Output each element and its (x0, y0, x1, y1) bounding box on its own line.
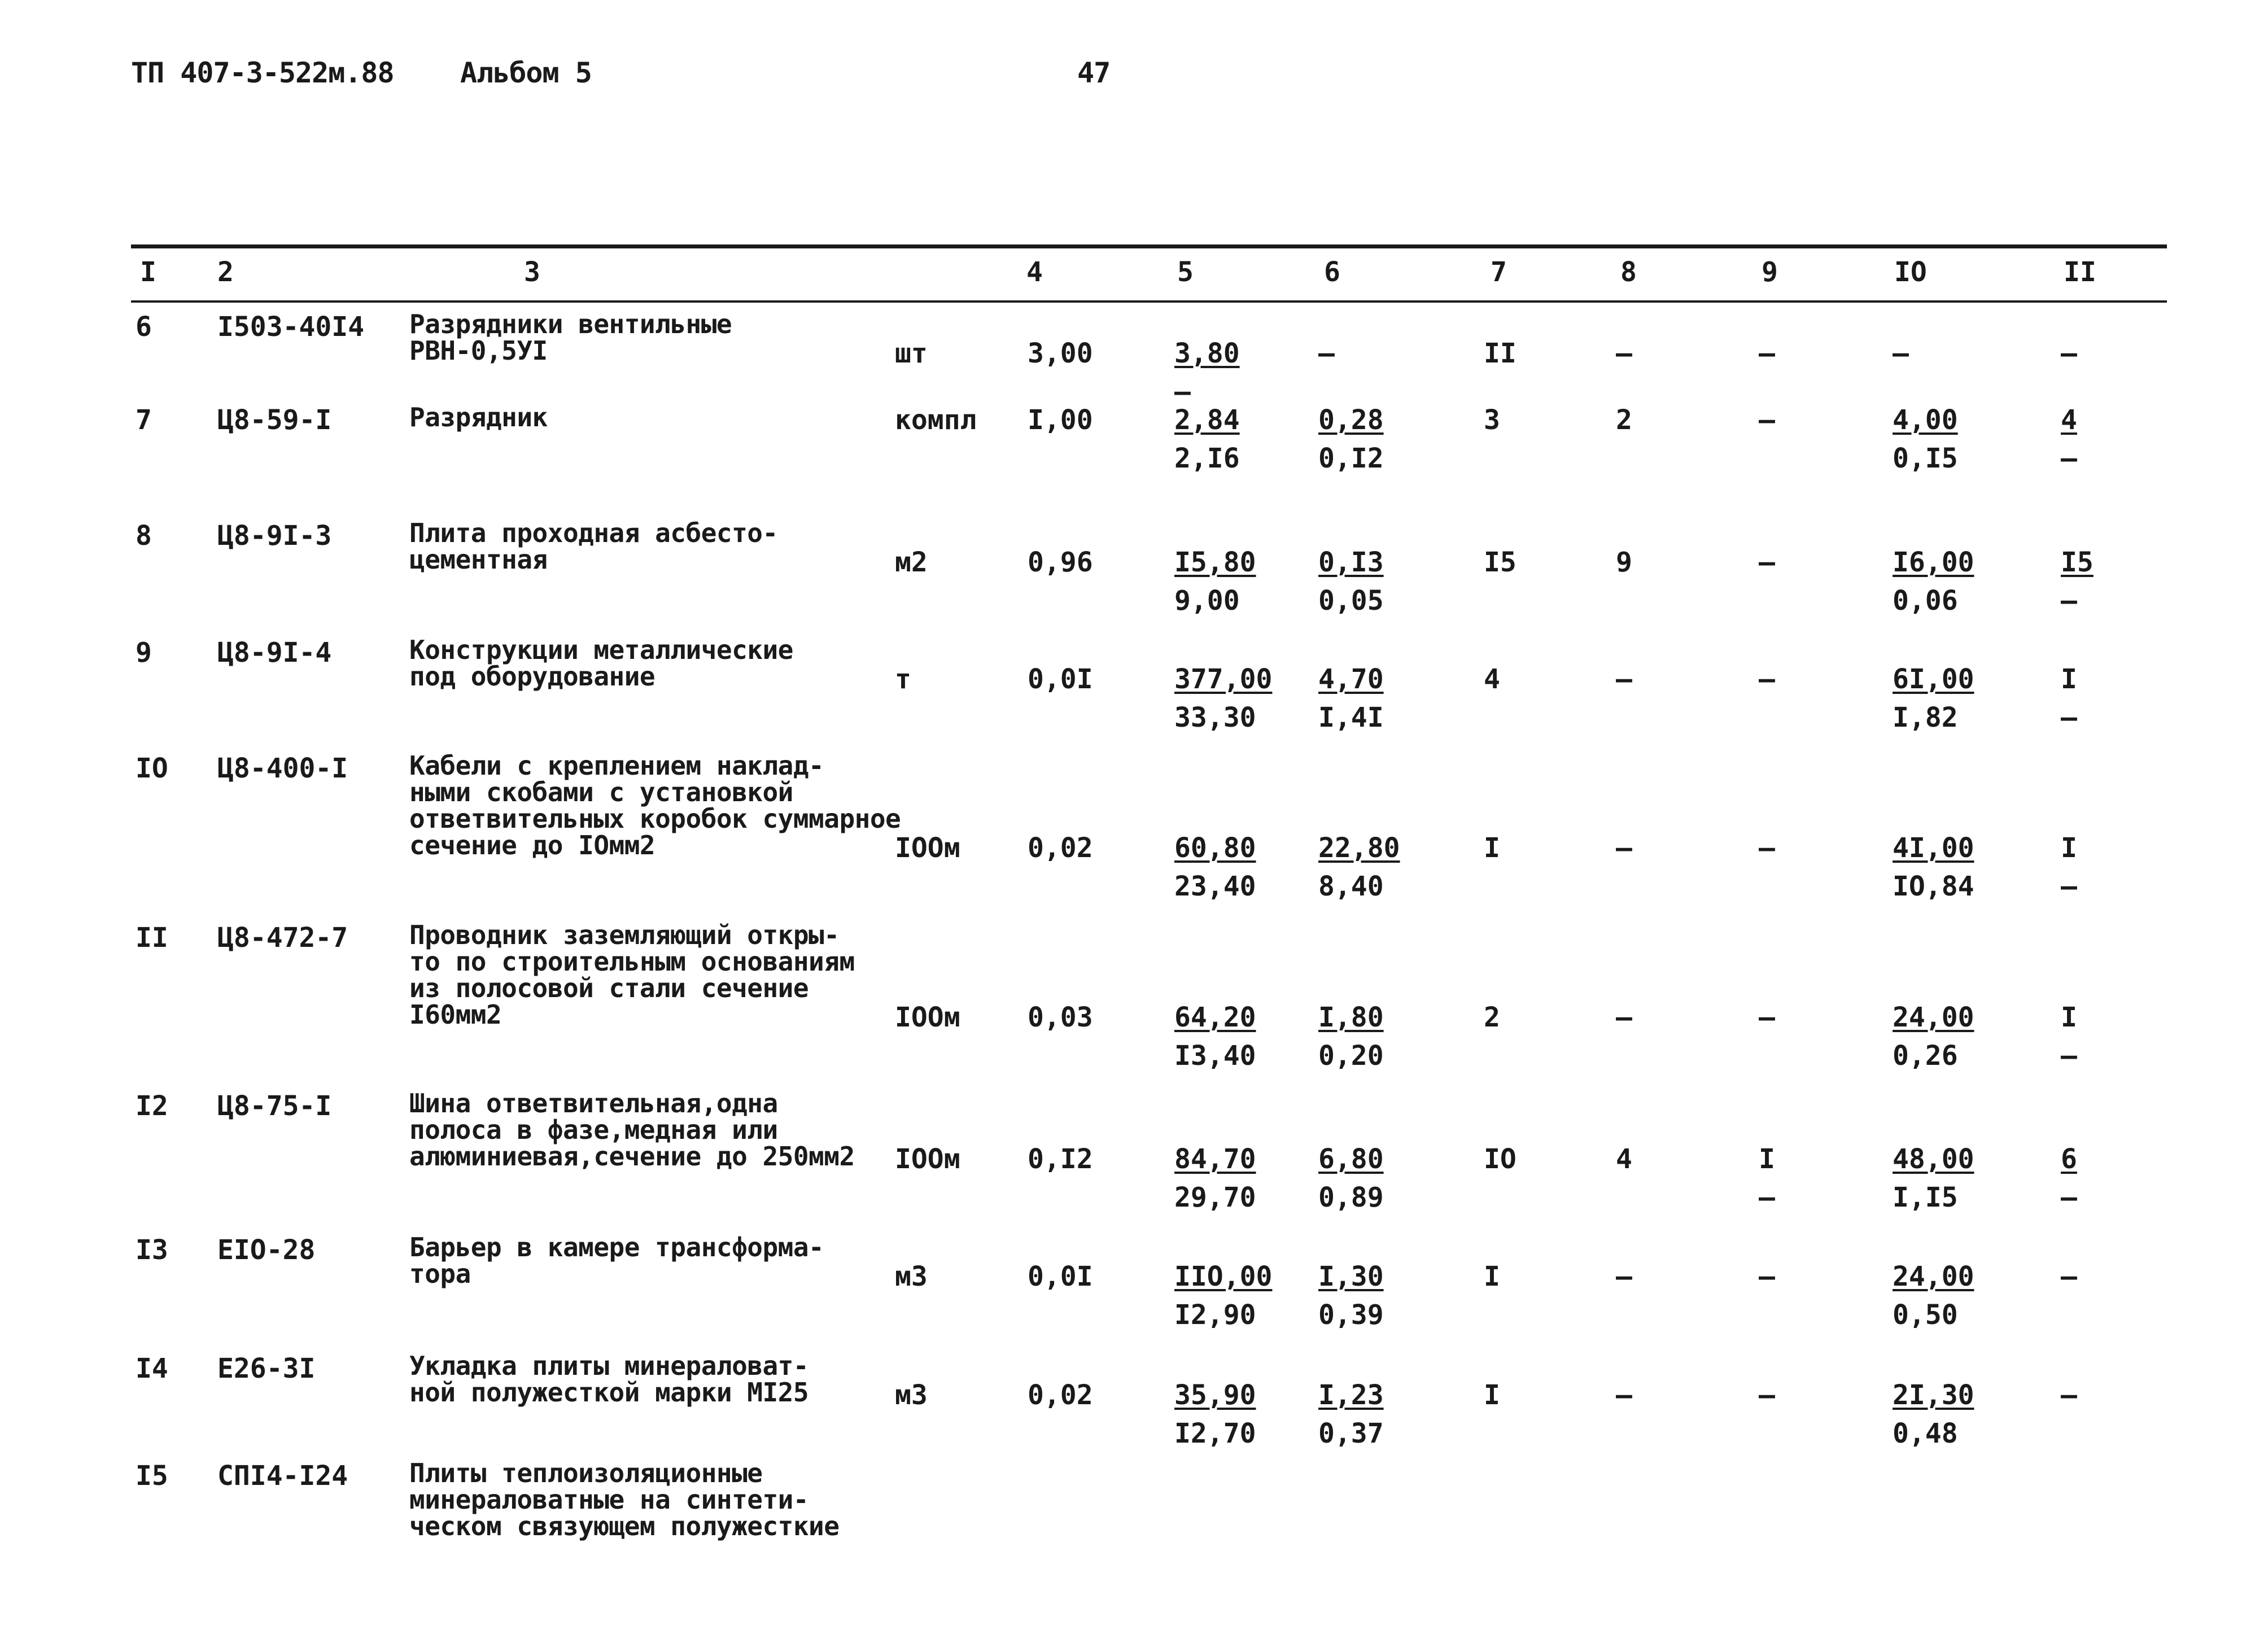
row-number: I5 (136, 1460, 168, 1492)
description-line: Плиты теплоизоляционные (409, 1458, 763, 1488)
value-c11-lower: – (2061, 585, 2077, 617)
value-c11-upper: I (2061, 832, 2077, 864)
rate-code: Ц8-75-I (217, 1090, 332, 1122)
value-c7: IO (1484, 1143, 1517, 1175)
value-c10-upper: 24,00 (1893, 1002, 1974, 1033)
description-line: Проводник заземляющий откры- (409, 920, 840, 950)
value-c7: I5 (1484, 547, 1517, 578)
work-description (409, 311, 732, 364)
column-number: 5 (1177, 256, 1194, 288)
description-line: то по строительным основаниям (409, 946, 855, 977)
work-description (409, 1460, 839, 1540)
value-c5-upper: 3,80 (1174, 338, 1240, 369)
column-number: I (140, 256, 156, 288)
value-c8: – (1616, 338, 1632, 369)
value-c11-upper: I (2061, 663, 2077, 695)
description-line: ной полужесткой марки МI25 (409, 1377, 809, 1408)
value-c6-lower: 8,40 (1318, 871, 1384, 902)
work-description (409, 1353, 809, 1406)
description-line: Укладка плиты минераловат- (409, 1351, 809, 1381)
description-line: сечение до IОмм2 (409, 830, 656, 860)
value-c6-lower: 0,39 (1318, 1299, 1384, 1331)
unit: м3 (895, 1261, 928, 1292)
quantity: 3,00 (1028, 338, 1093, 369)
value-c10-upper: I6,00 (1893, 547, 1974, 578)
value-c7: 4 (1484, 663, 1500, 695)
value-c6-upper: 0,I3 (1318, 547, 1384, 578)
row-number: I4 (136, 1353, 168, 1384)
value-c6-lower: 0,89 (1318, 1182, 1384, 1213)
column-number: II (2064, 256, 2096, 288)
rate-code: СПI4-I24 (217, 1460, 348, 1492)
value-c6-upper: 0,28 (1318, 404, 1384, 436)
quantity: 0,02 (1028, 832, 1093, 864)
value-c6-upper: – (1318, 338, 1335, 369)
value-c5-lower: 23,40 (1174, 871, 1256, 902)
rate-code: Ц8-472-7 (217, 922, 348, 954)
row-number: 9 (136, 637, 152, 669)
quantity: 0,03 (1028, 1002, 1093, 1033)
unit: м2 (895, 547, 928, 578)
page-number: 47 (1077, 56, 1111, 89)
work-description (409, 520, 778, 573)
column-number: IO (1894, 256, 1927, 288)
row-number: 6 (136, 311, 152, 343)
value-c8: – (1616, 663, 1632, 695)
value-c6-lower: 0,37 (1318, 1418, 1384, 1449)
row-number: I2 (136, 1090, 168, 1122)
value-c5-upper: IIO,00 (1174, 1261, 1273, 1292)
description-line: полоса в фазе,медная или (409, 1115, 778, 1145)
value-c8: – (1616, 1002, 1632, 1033)
value-c10-lower: 0,50 (1893, 1299, 1958, 1331)
value-c10-upper: 24,00 (1893, 1261, 1974, 1292)
row-number: IO (136, 753, 168, 784)
value-c11-upper: – (2061, 1261, 2077, 1292)
work-description (409, 922, 855, 1028)
description-line: I60мм2 (409, 999, 502, 1030)
description-line: Разрядники вентильные (409, 309, 732, 339)
unit: IООм (895, 1143, 960, 1175)
description-line: Кабели с креплением наклад- (409, 750, 824, 781)
value-c9-upper: – (1759, 1002, 1775, 1033)
value-c11-lower: – (2061, 443, 2077, 474)
value-c10-lower: 0,48 (1893, 1418, 1958, 1449)
value-c5-upper: 60,80 (1174, 832, 1256, 864)
unit: IООм (895, 1002, 960, 1033)
rate-code: Ц8-400-I (217, 753, 348, 784)
value-c6-lower: 0,I2 (1318, 443, 1384, 474)
value-c11-upper: – (2061, 338, 2077, 369)
description-line: ческом связующем полужесткие (409, 1511, 840, 1541)
description-line: тора (409, 1259, 471, 1289)
value-c10-upper: 48,00 (1893, 1143, 1974, 1175)
value-c10-lower: IO,84 (1893, 871, 1974, 902)
quantity: 0,96 (1028, 547, 1093, 578)
value-c5-lower: I2,70 (1174, 1418, 1256, 1449)
value-c11-upper: – (2061, 1379, 2077, 1411)
value-c10-upper: 6I,00 (1893, 663, 1974, 695)
album-label: Альбом 5 (460, 56, 592, 89)
quantity: 0,0I (1028, 663, 1093, 695)
value-c9-lower: – (1759, 1182, 1775, 1213)
value-c8: – (1616, 832, 1632, 864)
column-number: 3 (524, 256, 540, 288)
value-c6-lower: 0,20 (1318, 1040, 1384, 1072)
value-c5-lower: – (1174, 376, 1191, 408)
description-line: Барьер в камере трансформа- (409, 1232, 824, 1262)
value-c6-upper: 6,80 (1318, 1143, 1384, 1175)
row-number: 8 (136, 520, 152, 552)
quantity: 0,I2 (1028, 1143, 1093, 1175)
unit: IООм (895, 832, 960, 864)
value-c6-upper: I,80 (1318, 1002, 1384, 1033)
value-c5-lower: 9,00 (1174, 585, 1240, 617)
value-c11-upper: I (2061, 1002, 2077, 1033)
value-c9-upper: – (1759, 1379, 1775, 1411)
value-c9-upper: I (1759, 1143, 1775, 1175)
work-description (409, 637, 793, 690)
description-line: Шина ответвительная,одна (409, 1088, 778, 1119)
value-c7: 2 (1484, 1002, 1500, 1033)
document-code: ТП 407-3-522м.88 (131, 56, 394, 89)
value-c10-lower: 0,I5 (1893, 443, 1958, 474)
value-c5-upper: I5,80 (1174, 547, 1256, 578)
description-line: Разрядник (409, 402, 548, 432)
work-description (409, 404, 548, 431)
value-c6-upper: I,30 (1318, 1261, 1384, 1292)
rate-code: Ц8-9I-3 (217, 520, 332, 552)
description-line: цементная (409, 544, 548, 575)
value-c5-upper: 35,90 (1174, 1379, 1256, 1411)
description-line: алюминиевая,сечение до 250мм2 (409, 1141, 855, 1172)
description-line: Плита проходная асбесто- (409, 518, 778, 548)
quantity: I,00 (1028, 404, 1093, 436)
value-c11-upper: 6 (2061, 1143, 2077, 1175)
unit: компл (895, 404, 977, 436)
column-number: 4 (1026, 256, 1043, 288)
unit: шт (895, 338, 928, 369)
value-c7: 3 (1484, 404, 1500, 436)
value-c9-upper: – (1759, 1261, 1775, 1292)
value-c9-upper: – (1759, 547, 1775, 578)
rate-code: Ц8-59-I (217, 404, 332, 436)
value-c11-lower: – (2061, 1182, 2077, 1213)
value-c6-upper: 4,70 (1318, 663, 1384, 695)
value-c8: 9 (1616, 547, 1632, 578)
value-c8: – (1616, 1379, 1632, 1411)
value-c5-upper: 2,84 (1174, 404, 1240, 436)
value-c11-lower: – (2061, 871, 2077, 902)
value-c10-lower: 0,26 (1893, 1040, 1958, 1072)
rate-code: Е26-3I (217, 1353, 316, 1384)
value-c5-upper: 377,00 (1174, 663, 1273, 695)
description-line: минераловатные на синтети- (409, 1484, 809, 1515)
description-line: Конструкции металлические (409, 635, 793, 665)
value-c11-lower: – (2061, 702, 2077, 733)
column-number: 9 (1762, 256, 1778, 288)
value-c10-upper: – (1893, 338, 1909, 369)
value-c10-upper: 4I,00 (1893, 832, 1974, 864)
rate-code: Ц8-9I-4 (217, 637, 332, 669)
value-c9-upper: – (1759, 338, 1775, 369)
value-c8: – (1616, 1261, 1632, 1292)
column-number: 7 (1491, 256, 1507, 288)
row-number: I3 (136, 1234, 168, 1266)
column-number: 2 (217, 256, 234, 288)
column-number: 8 (1620, 256, 1637, 288)
value-c5-lower: 2,I6 (1174, 443, 1240, 474)
row-number: 7 (136, 404, 152, 436)
value-c7: I (1484, 832, 1500, 864)
unit: м3 (895, 1379, 928, 1411)
rate-code: I503-40I4 (217, 311, 365, 343)
value-c9-upper: – (1759, 832, 1775, 864)
value-c8: 4 (1616, 1143, 1632, 1175)
value-c6-lower: 0,05 (1318, 585, 1384, 617)
value-c11-upper: I5 (2061, 547, 2094, 578)
description-line: под оборудование (409, 661, 656, 692)
value-c5-lower: 33,30 (1174, 702, 1256, 733)
value-c5-upper: 84,70 (1174, 1143, 1256, 1175)
value-c10-upper: 4,00 (1893, 404, 1958, 436)
rate-code: ЕIO-28 (217, 1234, 316, 1266)
quantity: 0,02 (1028, 1379, 1093, 1411)
work-description (409, 750, 901, 860)
description-line: ответвительных коробок суммарное (409, 803, 901, 834)
value-c6-lower: I,4I (1318, 702, 1384, 733)
value-c9-upper: – (1759, 404, 1775, 436)
value-c7: I (1484, 1379, 1500, 1411)
value-c6-upper: I,23 (1318, 1379, 1384, 1411)
value-c10-lower: I,I5 (1893, 1182, 1958, 1213)
table-header-rule (131, 300, 2167, 303)
value-c10-upper: 2I,30 (1893, 1379, 1974, 1411)
value-c6-upper: 22,80 (1318, 832, 1400, 864)
value-c11-lower: – (2061, 1040, 2077, 1072)
description-line: ными скобами с установкой (409, 777, 793, 807)
value-c8: 2 (1616, 404, 1632, 436)
description-line: из полосовой стали сечение (409, 973, 809, 1003)
description-line: РВН-0,5УI (409, 335, 548, 366)
value-c5-upper: 64,20 (1174, 1002, 1256, 1033)
work-description (409, 1090, 855, 1170)
value-c5-lower: 29,70 (1174, 1182, 1256, 1213)
row-number: II (136, 922, 168, 954)
value-c11-upper: 4 (2061, 404, 2077, 436)
value-c7: II (1484, 338, 1517, 369)
unit: т (895, 663, 911, 695)
value-c5-lower: I3,40 (1174, 1040, 1256, 1072)
column-number: 6 (1324, 256, 1340, 288)
work-description (409, 1234, 824, 1287)
table-top-rule (131, 244, 2167, 248)
value-c9-upper: – (1759, 663, 1775, 695)
value-c10-lower: I,82 (1893, 702, 1958, 733)
value-c10-lower: 0,06 (1893, 585, 1958, 617)
quantity: 0,0I (1028, 1261, 1093, 1292)
value-c7: I (1484, 1261, 1500, 1292)
value-c5-lower: I2,90 (1174, 1299, 1256, 1331)
